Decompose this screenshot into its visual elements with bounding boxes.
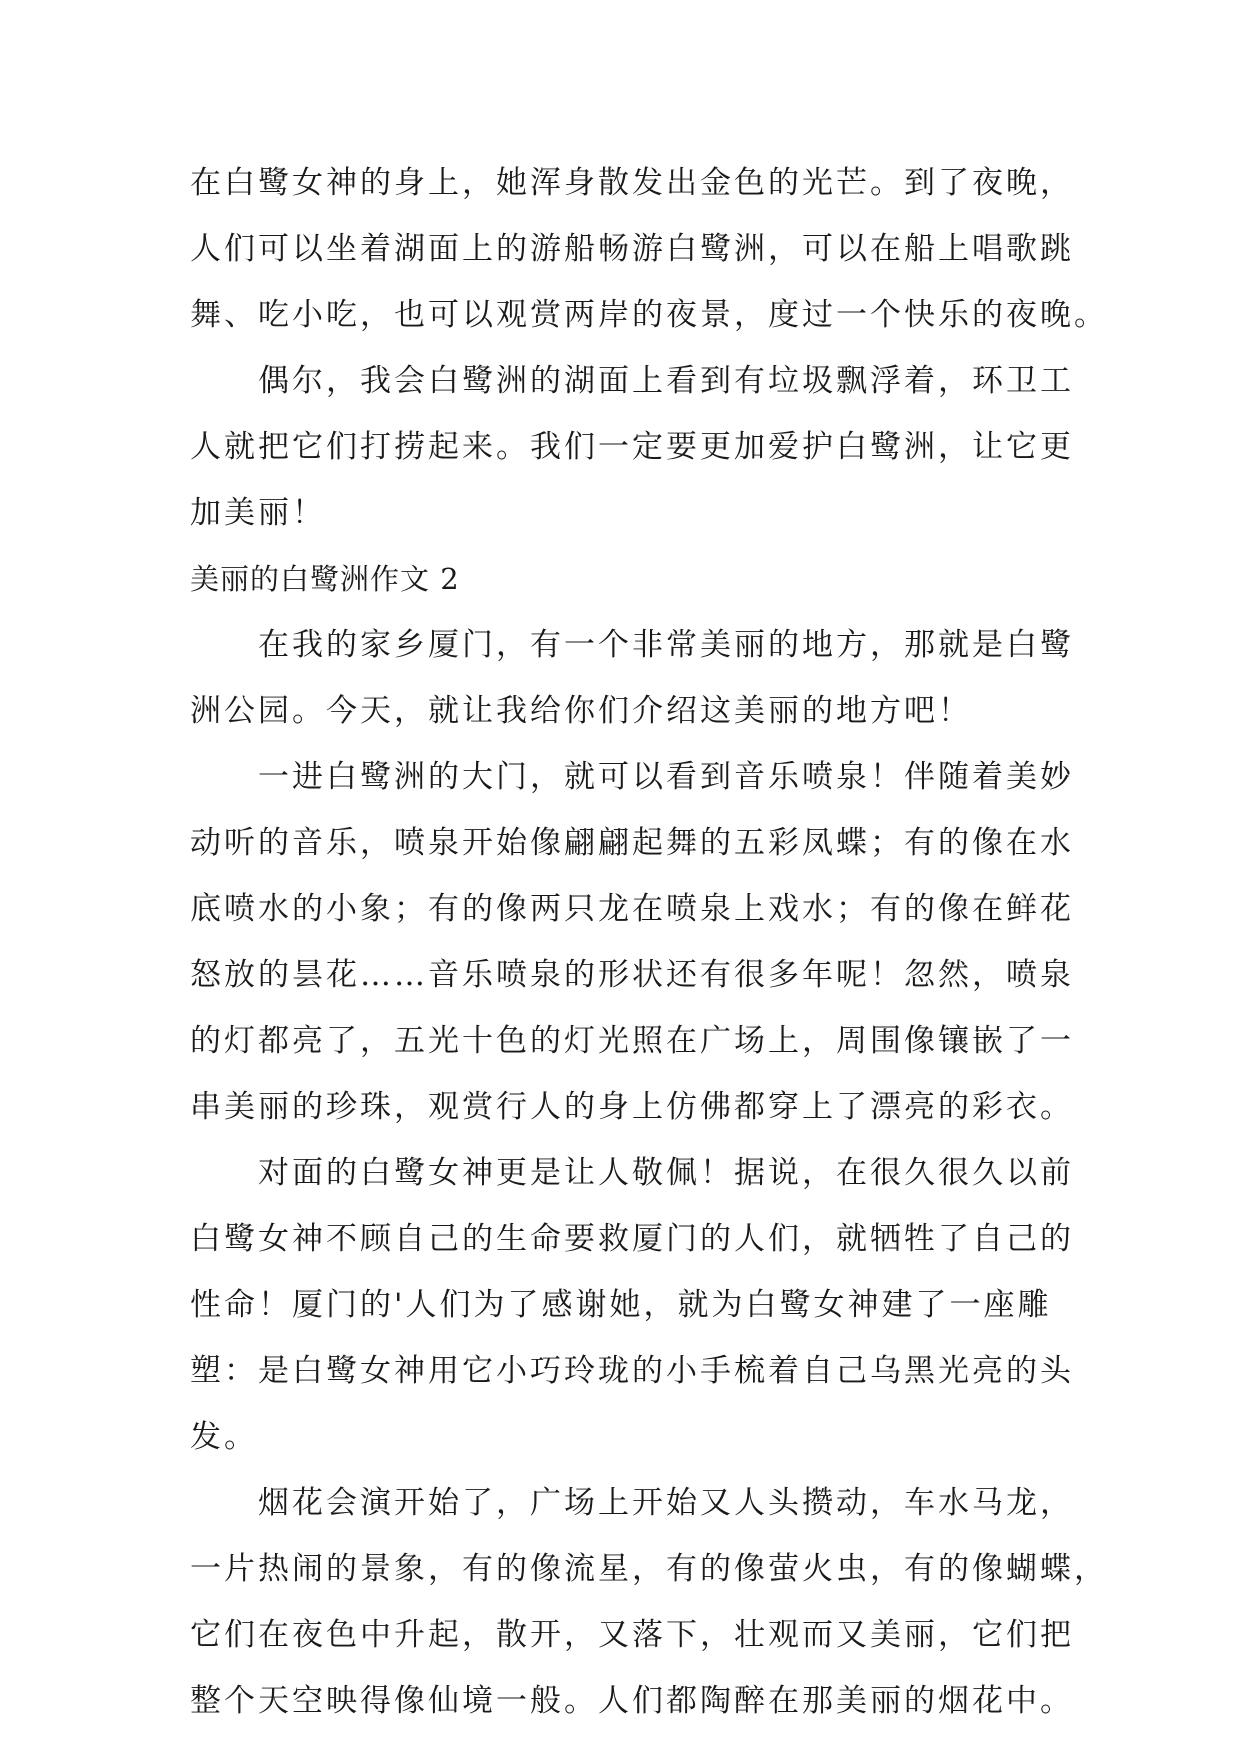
text-line: 怒放的昙花……音乐喷泉的形状还有很多年呢！忽然，喷泉 [190,957,1074,993]
text-line: 动听的音乐，喷泉开始像翩翩起舞的五彩凤蝶；有的像在水 [190,825,1074,861]
text-line: 偶尔，我会白鹭洲的湖面上看到有垃圾飘浮着，环卫工 [190,363,1074,399]
text-line: 在我的家乡厦门，有一个非常美丽的地方，那就是白鹭 [190,627,1074,663]
text-line: 的灯都亮了，五光十色的灯光照在广场上，周围像镶嵌了一 [190,1023,1074,1059]
text-line: 烟花会演开始了，广场上开始又人头攒动，车水马龙， [190,1485,1074,1521]
text-line: 塑：是白鹭女神用它小巧玲珑的小手梳着自己乌黑光亮的头 [190,1353,1074,1389]
text-line: 整个天空映得像仙境一般。人们都陶醉在那美丽的烟花中。 [190,1683,1074,1719]
section-heading: 美丽的白鹭洲作文 2 [190,562,460,596]
text-line: 发。 [190,1419,258,1455]
text-line: 一片热闹的景象，有的像流星，有的像萤火虫，有的像蝴蝶， [190,1551,1108,1587]
text-line: 它们在夜色中升起，散开，又落下，壮观而又美丽，它们把 [190,1617,1074,1653]
text-line: 人们可以坐着湖面上的游船畅游白鹭洲，可以在船上唱歌跳 [190,231,1074,267]
text-line: 一进白鹭洲的大门，就可以看到音乐喷泉！伴随着美妙 [190,759,1074,795]
text-line: 在白鹭女神的身上，她浑身散发出金色的光芒。到了夜晚， [190,165,1074,201]
text-line: 人就把它们打捞起来。我们一定要更加爱护白鹭洲，让它更 [190,429,1074,465]
text-line: 白鹭女神不顾自己的生命要救厦门的人们，就牺牲了自己的 [190,1221,1074,1257]
text-line: 舞、吃小吃，也可以观赏两岸的夜景，度过一个快乐的夜晚。 [190,297,1108,333]
text-line: 洲公园。今天，就让我给你们介绍这美丽的地方吧！ [190,693,972,729]
text-line: 底喷水的小象；有的像两只龙在喷泉上戏水；有的像在鲜花 [190,891,1074,927]
text-line: 串美丽的珍珠，观赏行人的身上仿佛都穿上了漂亮的彩衣。 [190,1089,1074,1125]
text-line: 加美丽！ [190,495,326,531]
document-page [190,150,1108,1734]
text-line: 性命！厦门的'人们为了感谢她，就为白鹭女神建了一座雕 [190,1287,1052,1323]
text-line: 对面的白鹭女神更是让人敬佩！据说，在很久很久以前 [190,1155,1074,1191]
